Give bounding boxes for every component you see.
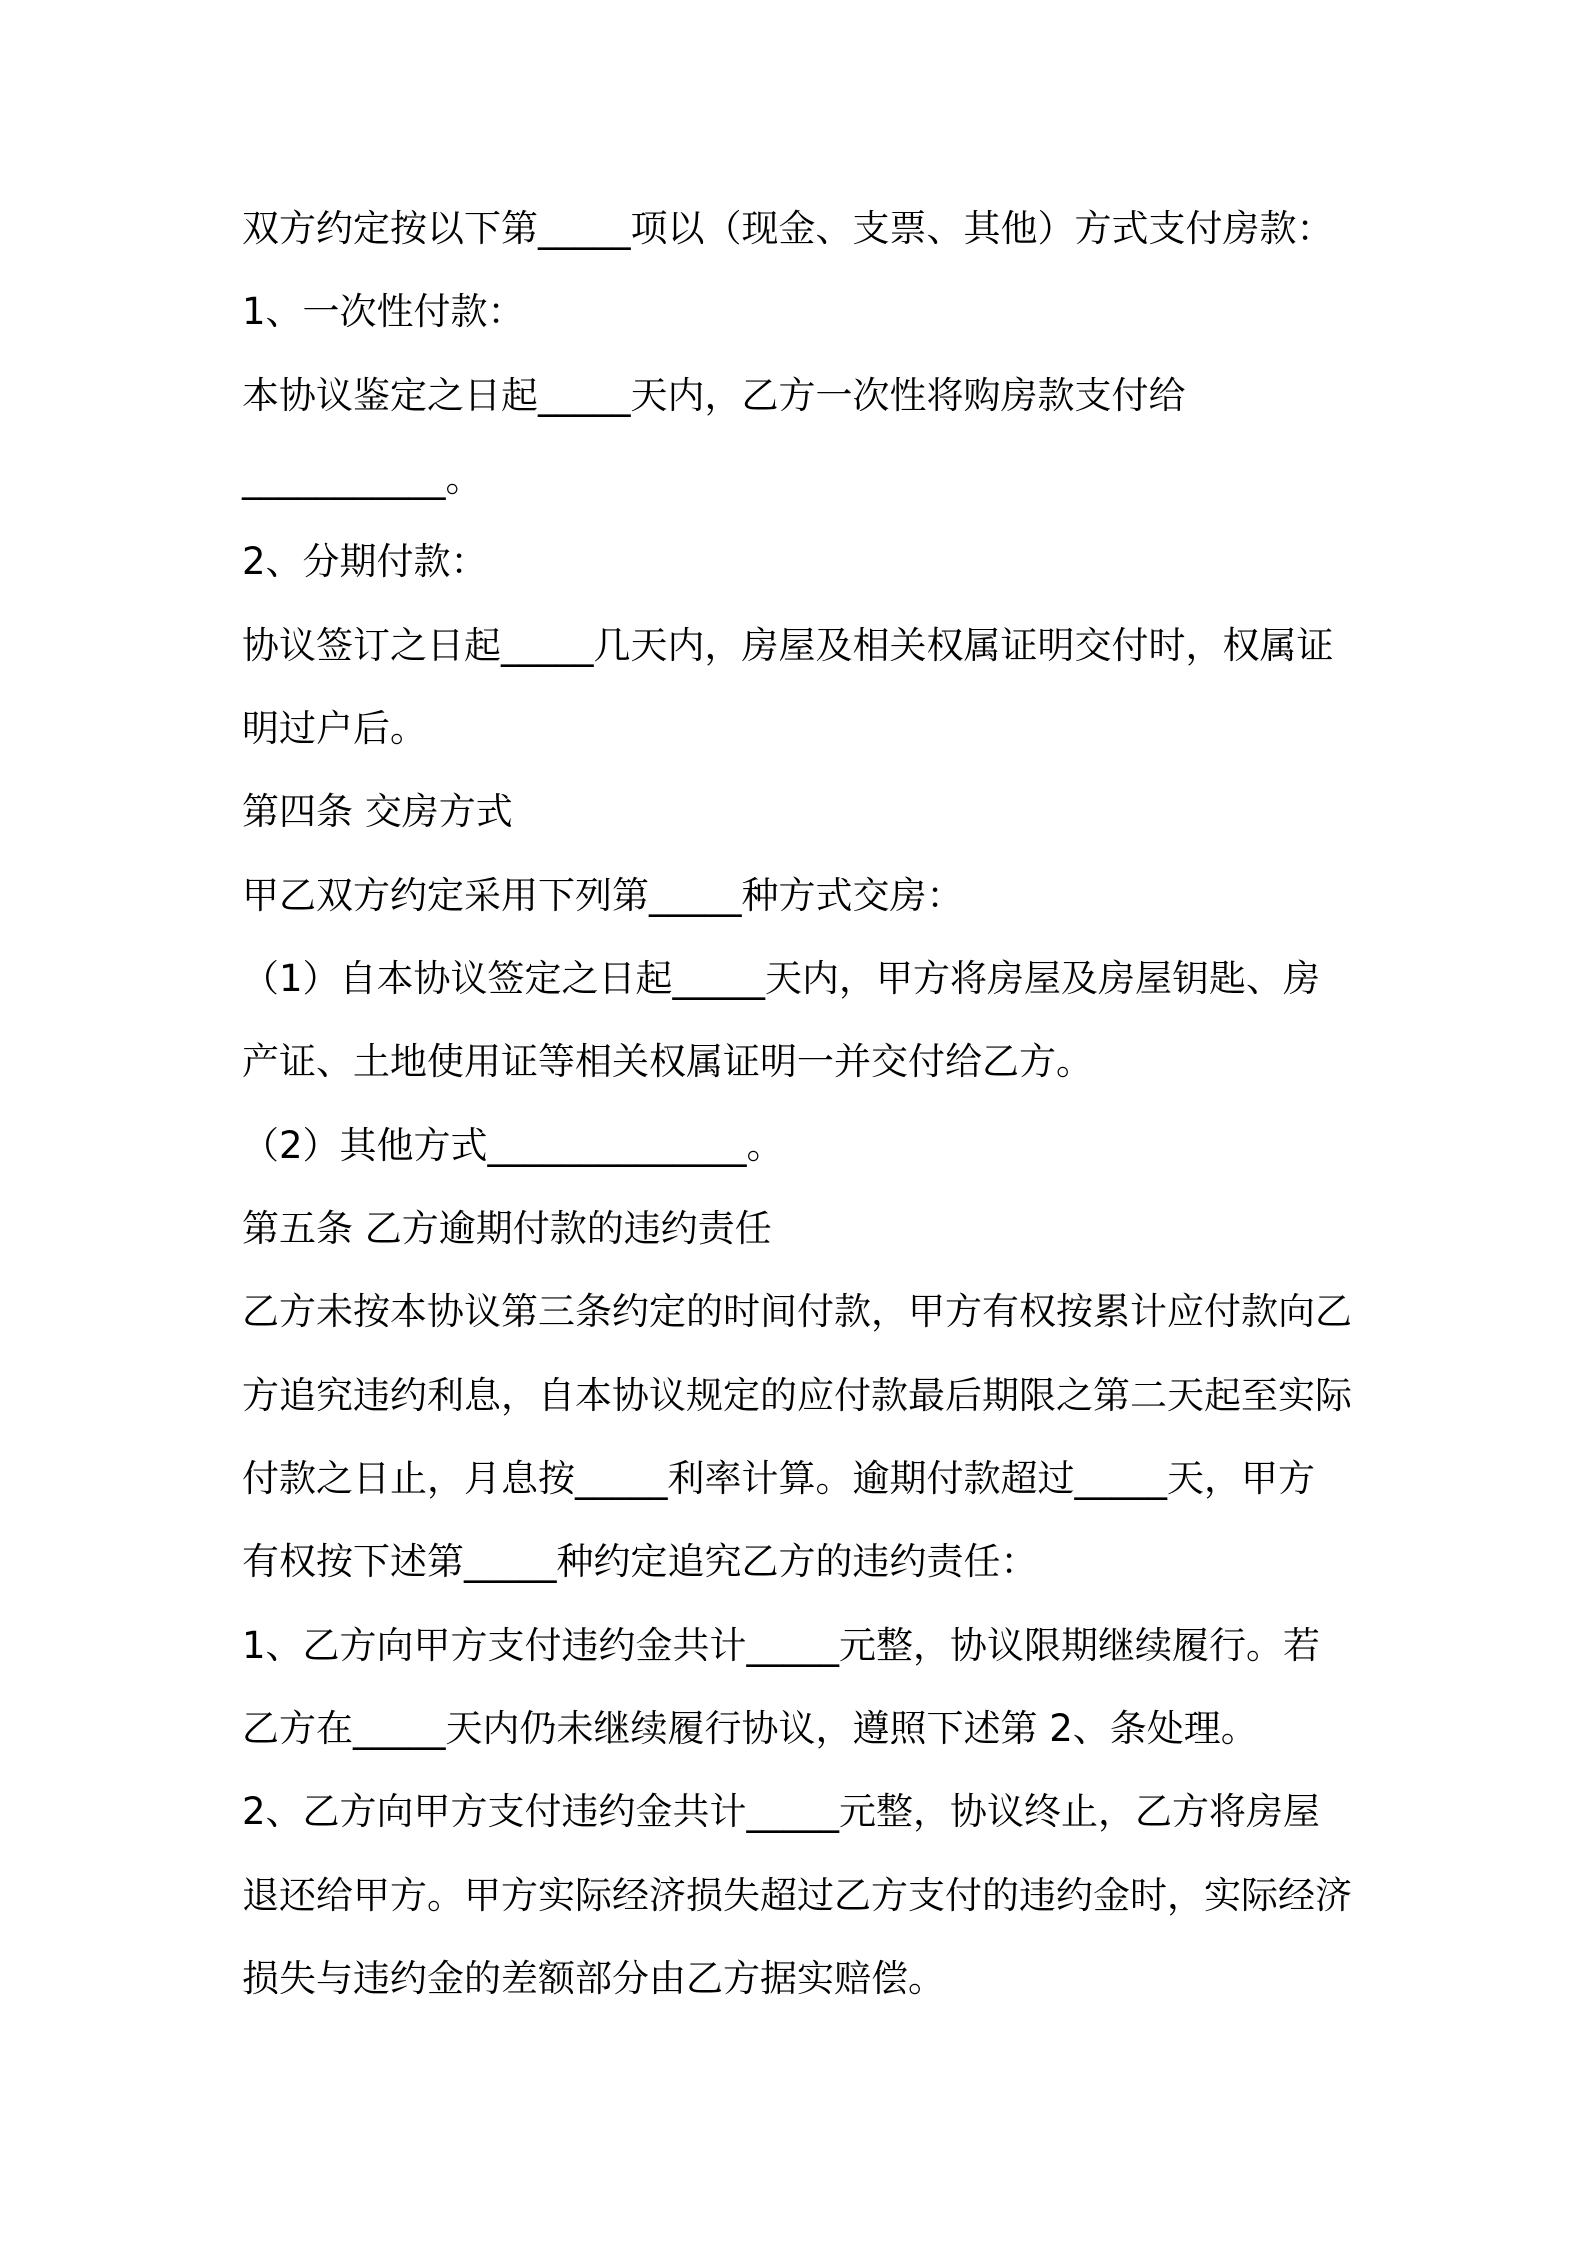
installment-payment-text-line-2: 明过户后。 [242, 707, 427, 750]
payment-method-paragraph: 双方约定按以下第_____项以（现金、支票、其他）方式支付房款： [242, 207, 1334, 250]
late-payment-paragraph-line-2: 方追究违约利息，自本协议规定的应付款最后期限之第二天起至实际 [242, 1374, 1352, 1417]
handover-option-1-line-2: 产证、土地使用证等相关权属证明一并交付给乙方。 [242, 1040, 1093, 1083]
late-payment-paragraph-line-4: 有权按下述第_____种约定追究乙方的违约责任： [242, 1540, 1038, 1583]
lump-sum-payment-text-line-1: 本协议鉴定之日起_____天内，乙方一次性将购房款支付给 [242, 374, 1186, 417]
handover-method-paragraph: 甲乙双方约定采用下列第_____种方式交房： [242, 874, 964, 917]
lump-sum-payment-text-line-2: ___________。 [242, 457, 483, 500]
late-payment-paragraph-line-3: 付款之日止，月息按_____利率计算。逾期付款超过_____天，甲方 [242, 1457, 1315, 1500]
penalty-clause-1-line-2: 乙方在_____天内仍未继续履行协议，遵照下述第 2、条处理。 [242, 1707, 1258, 1750]
late-payment-paragraph-line-1: 乙方未按本协议第三条约定的时间付款，甲方有权按累计应付款向乙 [242, 1290, 1352, 1333]
article-five-heading: 第五条 乙方逾期付款的违约责任 [242, 1207, 772, 1250]
handover-option-1-line-1: （1）自本协议签定之日起_____天内，甲方将房屋及房屋钥匙、房 [242, 957, 1321, 1000]
penalty-clause-1-line-1: 1、乙方向甲方支付违约金共计_____元整，协议限期继续履行。若 [242, 1624, 1321, 1667]
lump-sum-payment-heading: 1、一次性付款： [242, 290, 525, 333]
installment-payment-heading: 2、分期付款： [242, 540, 488, 583]
article-four-heading: 第四条 交房方式 [242, 790, 513, 833]
penalty-clause-2-line-3: 损失与违约金的差额部分由乙方据实赔偿。 [242, 1957, 945, 2000]
installment-payment-text-line-1: 协议签订之日起_____几天内，房屋及相关权属证明交付时，权属证 [242, 624, 1334, 667]
penalty-clause-2-line-2: 退还给甲方。甲方实际经济损失超过乙方支付的违约金时，实际经济 [242, 1874, 1352, 1917]
handover-option-2: （2）其他方式______________。 [242, 1124, 784, 1167]
penalty-clause-2-line-1: 2、乙方向甲方支付违约金共计_____元整，协议终止，乙方将房屋 [242, 1790, 1321, 1833]
